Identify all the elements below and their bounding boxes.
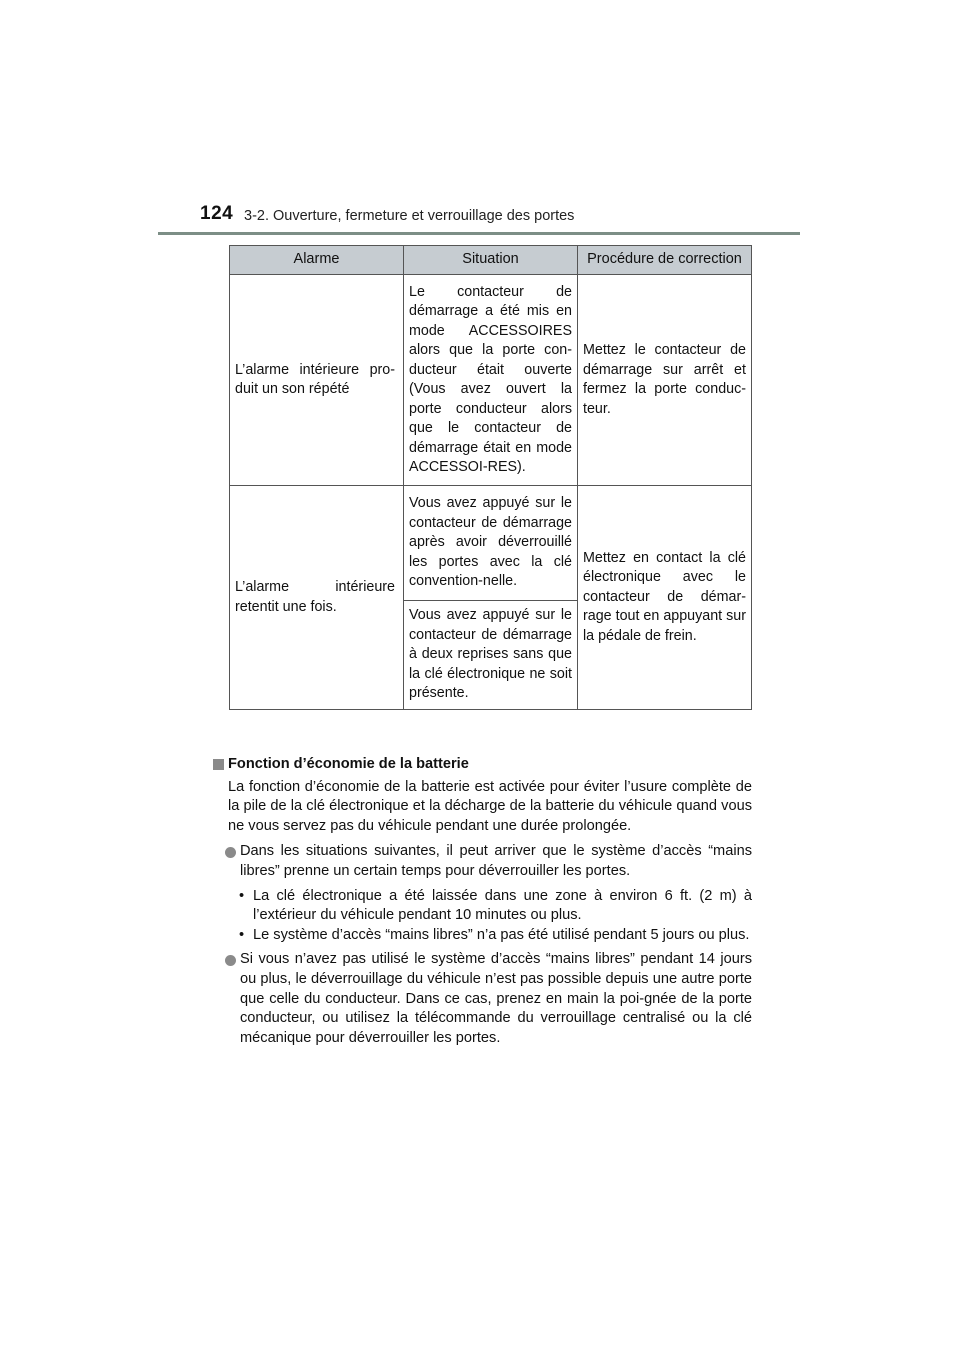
sub-list	[212, 887, 752, 946]
situation-cell: Vous avez appuyé sur le contacteur de démarrage à deux reprises sans que la clé électronique ne soit présente.	[404, 601, 578, 710]
header-rule	[158, 232, 800, 235]
battery-section	[212, 755, 752, 1053]
list-item	[225, 842, 752, 881]
sub-list-item	[239, 926, 752, 946]
sub-list-item	[239, 887, 752, 926]
square-bullet-icon	[213, 759, 224, 770]
correction-cell: Mettez le contacteur de démarrage sur arrêt et fermez la porte conduc-teur.	[578, 275, 752, 486]
table-row	[230, 275, 752, 486]
circle-bullet-icon	[225, 955, 236, 966]
sub-list-item-text: La clé électronique a été laissée dans une zone à environ 6 ft. (2 m) à l’extérieur du véhicule pendant 10 minutes ou plus.	[253, 887, 752, 924]
situation-cell: Vous avez appuyé sur le contacteur de démarrage après avoir déverrouillé les portes avec la clé convention-nelle.	[404, 486, 578, 601]
list-item-text: Si vous n’avez pas utilisé le système d’accès “mains libres” pendant 14 jours ou plus, le déverrouillage du véhicule n’est pas possible depuis une autre porte que celle du conducteur. Dans ce cas, prenez en main la poi-gnée de la porte conducteur, ou utilisez la télécommande du verrouillage centralisé ou la clé mécanique pour déverrouiller les portes.	[240, 951, 752, 1046]
section-title: 3-2. Ouverture, fermeture et verrouillage des portes	[244, 208, 575, 224]
section-heading	[212, 755, 752, 775]
section-heading-text: Fonction d’économie de la batterie	[228, 756, 469, 772]
page-number: 124	[200, 203, 234, 224]
column-header-correction: Procédure de correction	[578, 246, 752, 275]
dot-marker: •	[239, 887, 245, 904]
alarm-cell: L’alarme intérieure retentit une fois.	[230, 486, 404, 710]
table-row	[230, 486, 752, 601]
list-item-text: Dans les situations suivantes, il peut arriver que le système d’accès “mains libres” prenne un certain temps pour déverrouiller les portes.	[240, 843, 752, 879]
column-header-alarm: Alarme	[230, 246, 404, 275]
table-header-row	[230, 246, 752, 275]
list-item	[225, 950, 752, 1048]
intro-paragraph: La fonction d’économie de la batterie est activée pour éviter l’usure complète de la pile de la clé électronique et la décharge de la batterie du véhicule quand vous ne vous servez pas du véhicule pendant une durée prolongée.	[228, 778, 752, 834]
situation-cell: Le contacteur de démarrage a été mis en mode ACCESSOIRES alors que la porte con-ducteur était ouverte (Vous avez ouvert la porte conducteur alors que le contacteur de démarrage était en mode ACCESSOI-RES).	[404, 275, 578, 486]
column-header-situation: Situation	[404, 246, 578, 275]
alarm-cell: L’alarme intérieure pro-duit un son répété	[230, 275, 404, 486]
sub-list-item-text: Le système d’accès “mains libres” n’a pas été utilisé pendant 5 jours ou plus.	[253, 926, 750, 943]
correction-cell: Mettez en contact la clé électronique avec le contacteur de démar-rage tout en appuyant sur la pédale de frein.	[578, 486, 752, 710]
dot-marker: •	[239, 926, 245, 943]
alarm-table	[229, 245, 752, 710]
circle-bullet-icon	[225, 847, 236, 858]
